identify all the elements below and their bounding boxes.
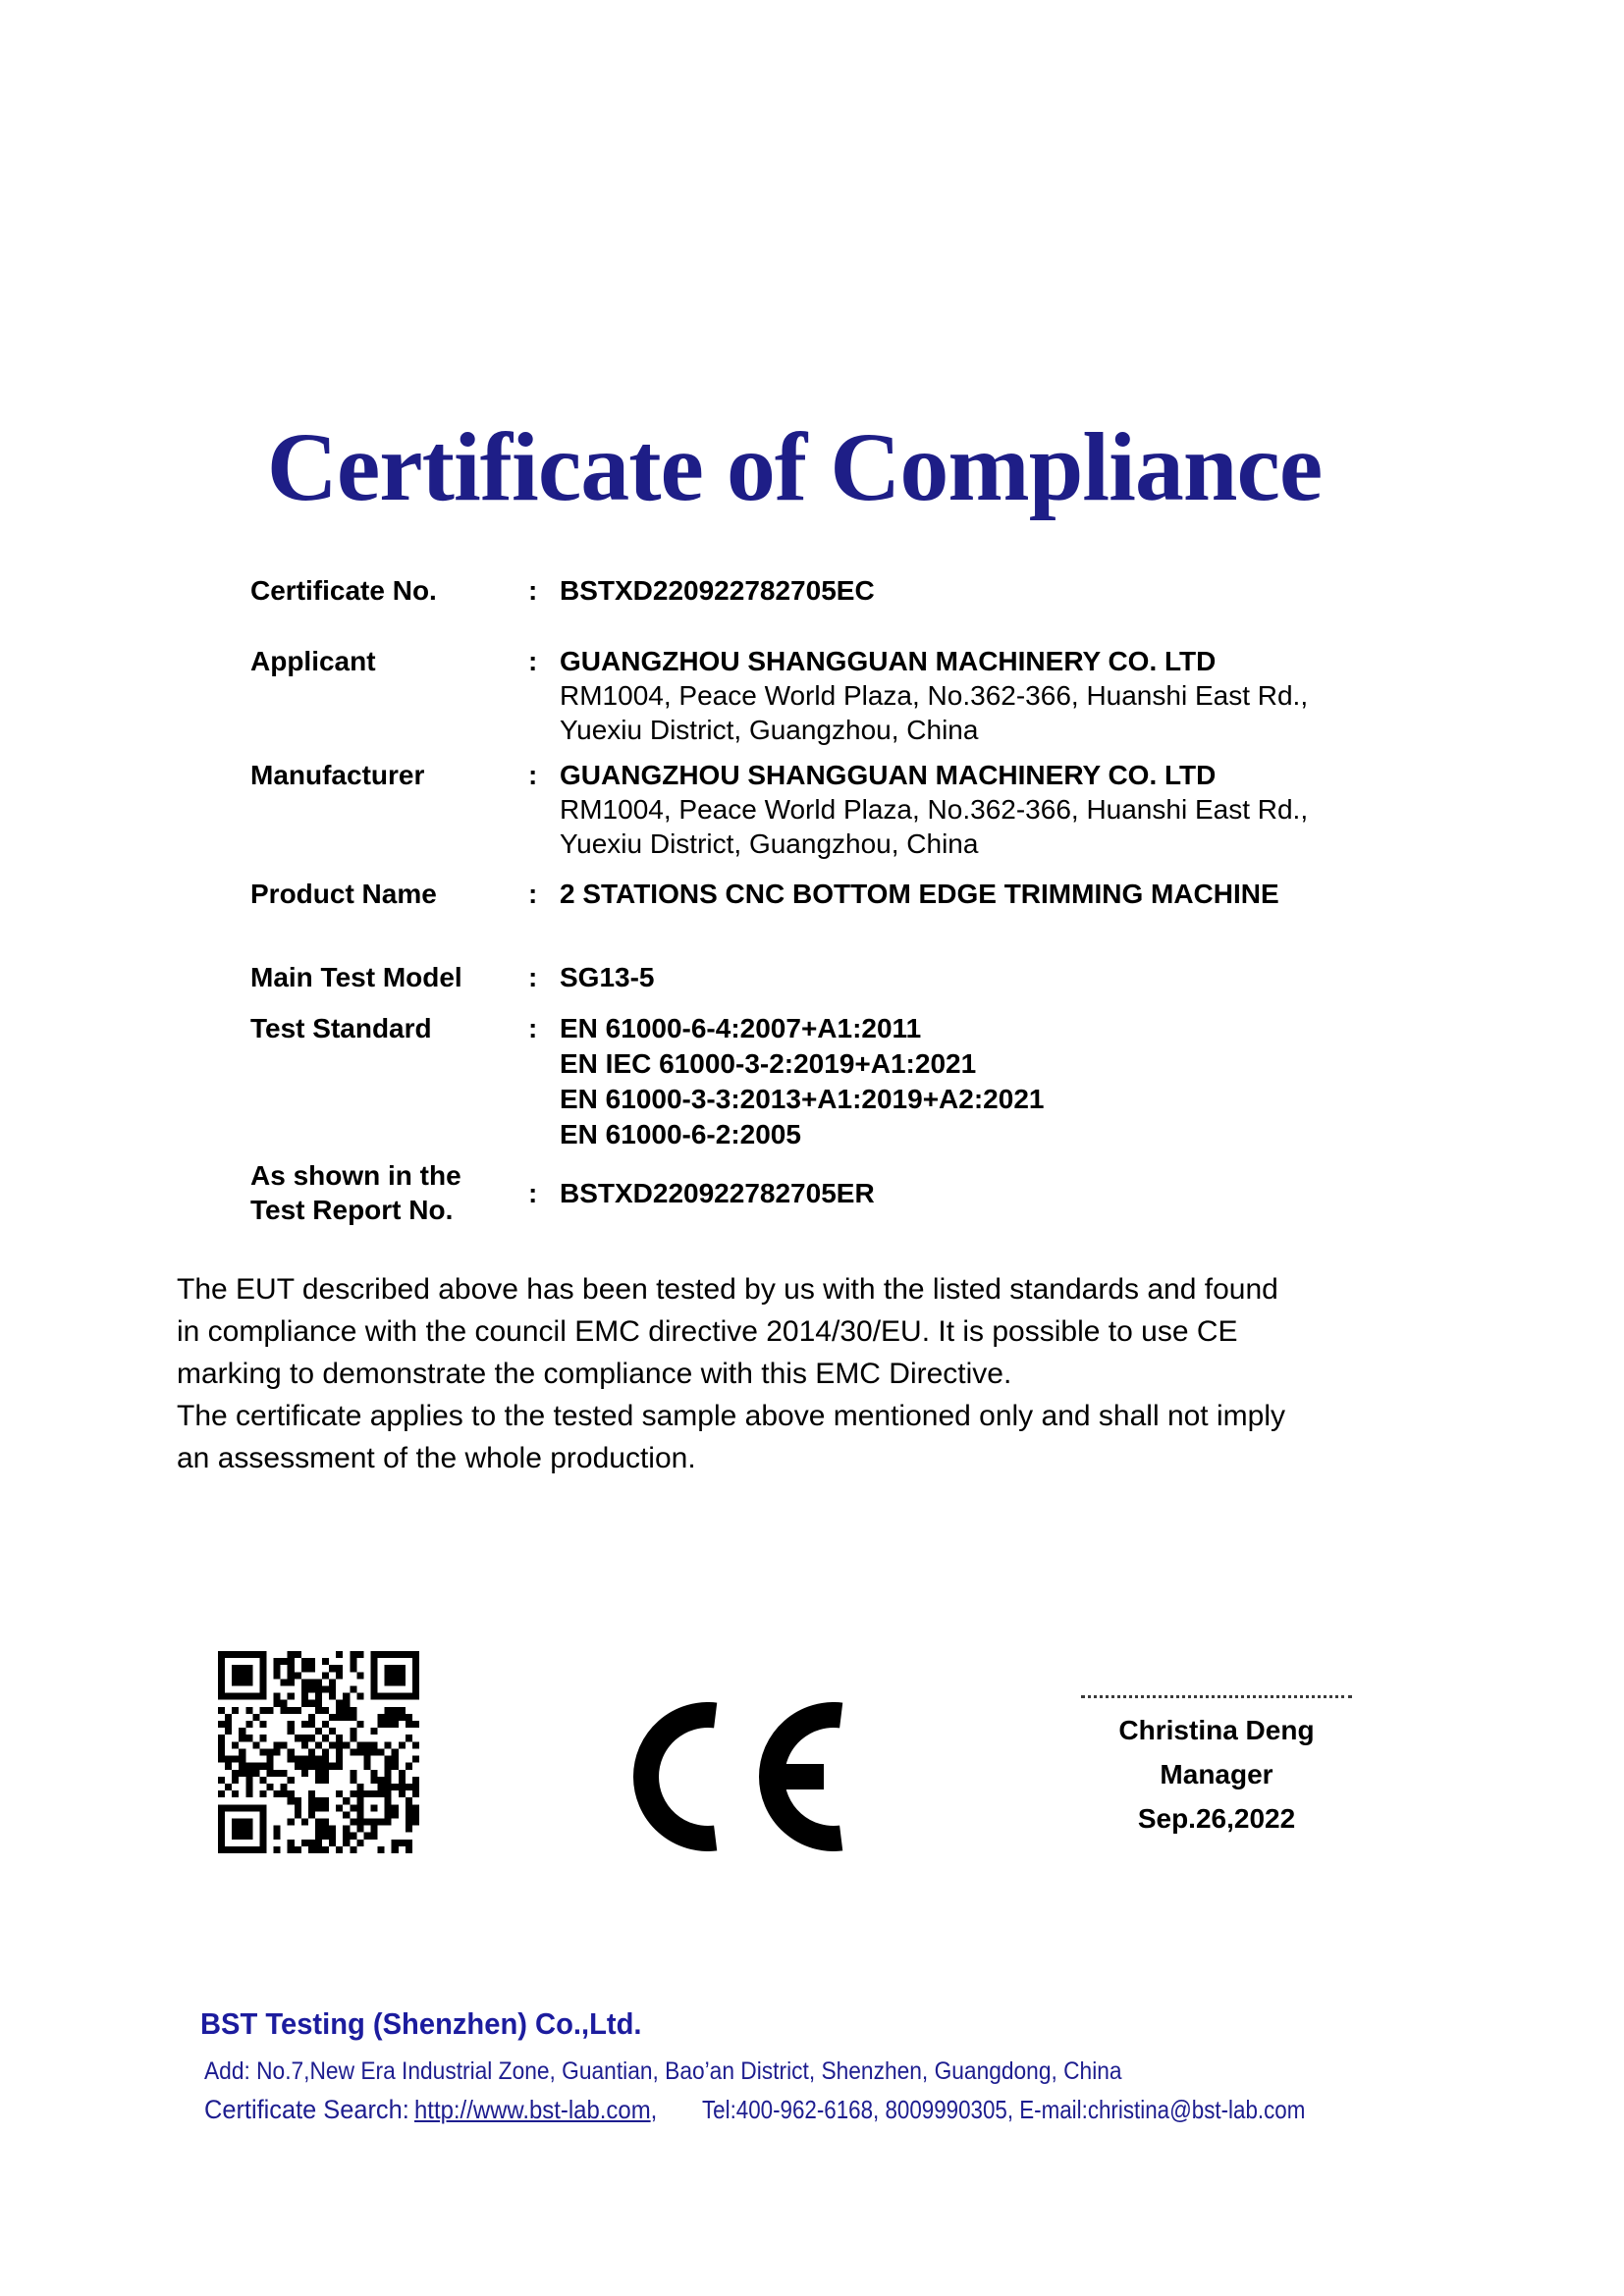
product-name: 2 STATIONS CNC BOTTOM EDGE TRIMMING MACHINE [560, 879, 1279, 909]
lab-contact-info: Tel:400-962-6168, 8009990305, E-mail:christina@bst-lab.com [701, 2095, 1306, 2124]
statement-line: an assessment of the whole production. [177, 1442, 696, 1474]
manufacturer-name: GUANGZHOU SHANGGUAN MACHINERY CO. LTD [560, 760, 1217, 790]
field-colon: : [528, 962, 538, 992]
signatory-role: Manager [1160, 1759, 1273, 1789]
test-standard-1: EN 61000-6-4:2007+A1:2011 [560, 1013, 922, 1043]
field-colon: : [528, 1177, 538, 1208]
field-label: Main Test Model [250, 962, 462, 992]
compliance-statement [177, 1268, 1512, 1479]
lab-address: Add: No.7,New Era Industrial Zone, Guantian, Bao’an District, Shenzhen, Guangdong, China [204, 2057, 1122, 2085]
url-comma: , [650, 2095, 658, 2124]
test-standard-4: EN 61000-6-2:2005 [560, 1119, 801, 1149]
field-label-line-1: As shown in the [250, 1160, 461, 1191]
detail-row-applicant [250, 644, 1308, 747]
manufacturer-address-2: Yuexiu District, Guangzhou, China [560, 828, 979, 859]
detail-row-certificate-no [250, 573, 875, 608]
ce-marking-icon [633, 1702, 851, 1851]
lab-company-name: BST Testing (Shenzhen) Co.,Ltd. [200, 2006, 642, 2041]
statement-line: The EUT described above has been tested by us with the listed standards and found [177, 1273, 1278, 1306]
certificate-search-label: Certificate Search: [204, 2095, 409, 2124]
field-label [250, 1158, 528, 1227]
certificate-number: BSTXD220922782705EC [560, 575, 875, 606]
field-colon: : [528, 760, 538, 790]
signature-date: Sep.26,2022 [1137, 1803, 1296, 1834]
certificate-search-url [414, 2095, 657, 2125]
detail-row-main-test-model [250, 960, 655, 994]
applicant-address-2: Yuexiu District, Guangzhou, China [560, 715, 979, 745]
field-label: Test Standard [250, 1013, 432, 1043]
test-report-number: BSTXD220922782705ER [560, 1177, 875, 1208]
test-standard-2: EN IEC 61000-3-2:2019+A1:2021 [560, 1048, 977, 1079]
page-title: Certificate of Compliance [266, 412, 1323, 521]
field-colon: : [528, 646, 538, 676]
detail-row-test-report-no [250, 1158, 875, 1227]
statement-line: marking to demonstrate the compliance with this EMC Directive. [177, 1358, 1012, 1390]
manufacturer-address-1: RM1004, Peace World Plaza, No.362-366, Huanshi East Rd., [560, 794, 1309, 825]
detail-row-product-name [250, 877, 1279, 911]
field-label: Certificate No. [250, 575, 437, 606]
statement-line: in compliance with the council EMC directive 2014/30/EU. It is possible to use CE [177, 1315, 1238, 1348]
field-label: Product Name [250, 879, 437, 909]
field-label-line-2: Test Report No. [250, 1195, 454, 1225]
applicant-name: GUANGZHOU SHANGGUAN MACHINERY CO. LTD [560, 646, 1217, 676]
field-colon: : [528, 1013, 538, 1043]
applicant-address-1: RM1004, Peace World Plaza, No.362-366, Huanshi East Rd., [560, 680, 1309, 711]
main-test-model: SG13-5 [560, 962, 655, 992]
field-colon: : [528, 575, 538, 606]
field-label: Manufacturer [250, 760, 425, 790]
qr-code-icon [218, 1651, 419, 1853]
test-standard-3: EN 61000-3-3:2013+A1:2019+A2:2021 [560, 1084, 1045, 1114]
lab-website-link[interactable]: http://www.bst-lab.com [414, 2095, 651, 2124]
footer-contact-line [204, 2095, 1403, 2125]
detail-row-manufacturer [250, 758, 1308, 861]
signature-block [1080, 1695, 1353, 1841]
field-colon: : [528, 879, 538, 909]
detail-row-test-standard [250, 1011, 1044, 1152]
signature-dotted-line [1081, 1695, 1352, 1698]
signatory-name: Christina Deng [1118, 1715, 1315, 1745]
statement-line: The certificate applies to the tested sample above mentioned only and shall not imply [177, 1400, 1285, 1432]
field-label: Applicant [250, 646, 376, 676]
